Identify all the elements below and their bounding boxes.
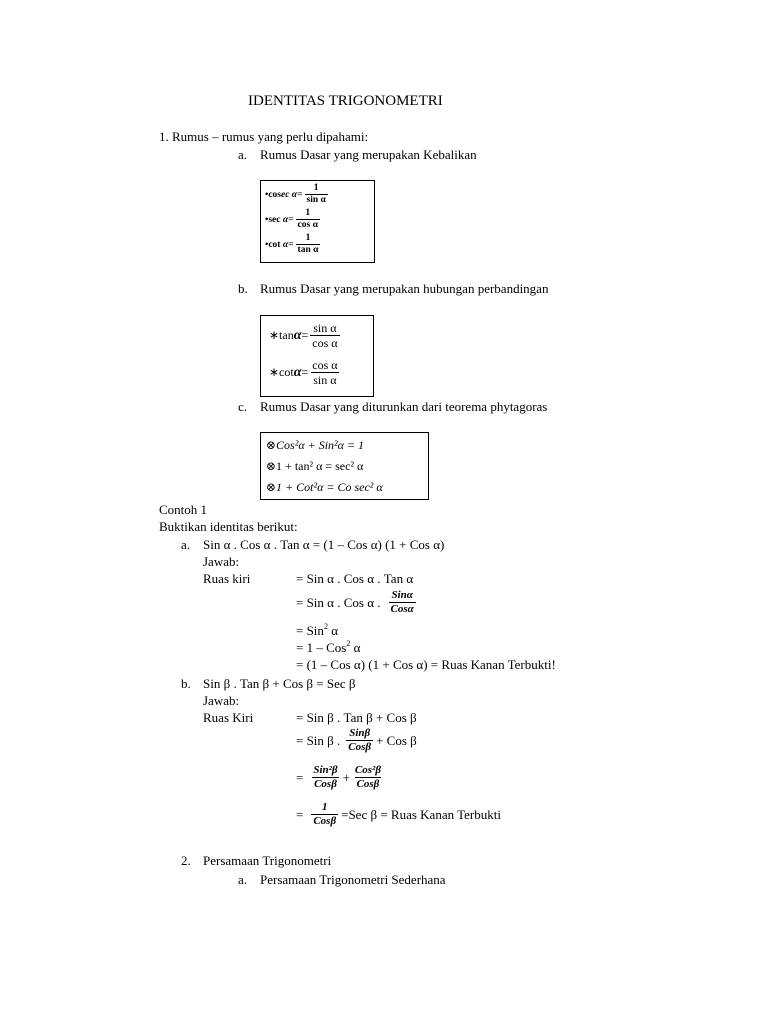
list-label-b: b.: [238, 281, 248, 296]
example-b-jawab: Jawab:: [203, 693, 240, 708]
example-a-ruas: Ruas kiri: [203, 571, 251, 586]
example-a-jawab: Jawab:: [203, 554, 240, 569]
formula-cot-ratio: ∗cot α = $\frac{\text{cos α}}{\text{sin α}}$: [269, 358, 338, 387]
formula-cot: •cot α = $\frac{1}{\text{tan α}}$: [265, 233, 319, 255]
list-text-b: Rumus Dasar yang merupakan hubungan perbandingan: [260, 281, 549, 296]
section-2-heading: Persamaan Trigonometri: [203, 853, 332, 868]
list-label-c: c.: [238, 399, 248, 414]
formula-sec: •sec α = $\frac{1}{\text{cos α}}$: [265, 208, 318, 230]
formula-tan: ∗tan α = $\frac{\text{sin α}}{\text{cos α}}$: [269, 321, 338, 350]
example-instruction: Buktikan identitas berikut:: [159, 519, 298, 534]
formula-box-ratio: [260, 315, 374, 397]
formula-cosec: •cos ec α = $\frac{1}{\text{sin α}}$: [265, 183, 326, 205]
example-a-step-5: = (1 – Cos α) (1 + Cos α) = Ruas Kanan Terbukti!: [296, 657, 556, 672]
list-text-a: Rumus Dasar yang merupakan Kebalikan: [260, 147, 477, 162]
page-title: IDENTITAS TRIGONOMETRI: [248, 93, 443, 109]
formula-pyth-3: ⊗1 + Cot²α = Co sec² α: [266, 480, 383, 494]
example-a-step-2: = Sin α . Cos α . Sinα Cosα: [296, 589, 414, 615]
example-a-step-3: = Sin$^2$ α: [296, 622, 338, 638]
formula-box-pythagoras: [260, 432, 429, 500]
formula-box-reciprocal: [260, 180, 375, 263]
list-label-a: a.: [238, 147, 248, 162]
section-2-a-text: Persamaan Trigonometri Sederhana: [260, 872, 446, 887]
formula-pyth-1: ⊗Cos²α + Sin²α = 1: [266, 438, 365, 452]
example-b-label: b.: [181, 676, 191, 691]
example-b-step-1: = Sin β . Tan β + Cos β: [296, 710, 417, 725]
section-2-a-label: a.: [238, 872, 248, 887]
example-a-statement: Sin α . Cos α . Tan α = (1 – Cos α) (1 + Cos α): [203, 537, 445, 552]
example-b-ruas: Ruas Kiri: [203, 710, 254, 725]
section-2-label: 2.: [181, 853, 191, 868]
list-text-c: Rumus Dasar yang diturunkan dari teorema phytagoras: [260, 399, 548, 414]
formula-pyth-2: ⊗1 + tan² α = sec² α: [266, 459, 364, 473]
example-a-label: a.: [181, 537, 191, 552]
example-a-step-4: = 1 – Cos$^2$ α: [296, 639, 361, 655]
example-a-step-1: = Sin α . Cos α . Tan α: [296, 571, 414, 586]
example-b-step-2: = Sin β . Sinβ Cosβ + Cos β: [296, 727, 417, 753]
section-1-heading: 1. Rumus – rumus yang perlu dipahami:: [159, 129, 369, 144]
example-b-statement: Sin β . Tan β + Cos β = Sec β: [203, 676, 356, 691]
example-b-step-4: = 1 Cosβ =Sec β = Ruas Kanan Terbukti: [296, 801, 501, 827]
example-b-step-3: = Sin²β Cosβ + Cos²β Cosβ: [296, 764, 381, 790]
example-heading: Contoh 1: [159, 502, 208, 517]
